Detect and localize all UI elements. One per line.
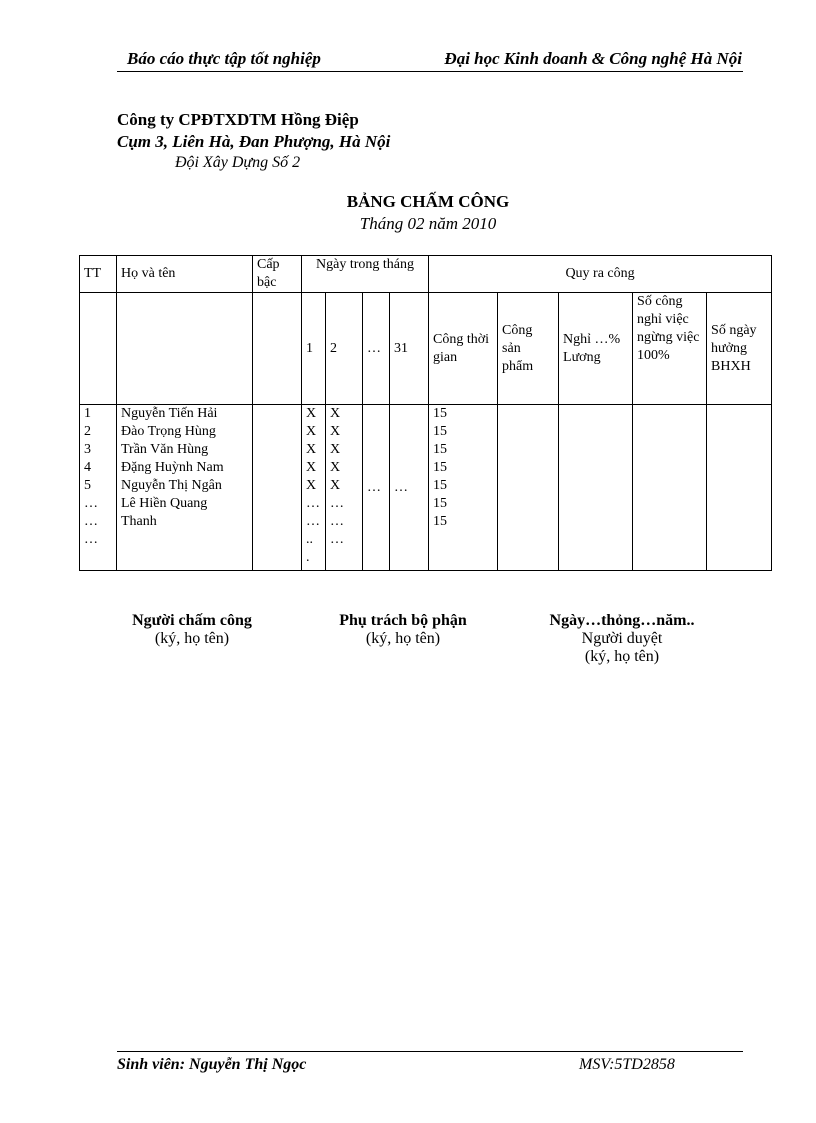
name-cell: Đặng Huỳnh Nam: [121, 460, 224, 475]
header-bhxh-days: Số ngày hưởng BHXH: [707, 293, 772, 405]
header-day-2: 2: [326, 293, 363, 405]
grade-column: [253, 405, 302, 571]
timekeeper-signature: [112, 612, 272, 648]
dept-signature: [318, 612, 488, 648]
header-report-title: Báo cáo thực tập tốt nghiệp: [127, 49, 321, 68]
bhxh-days-column: [707, 405, 772, 571]
time-work-cell: 15: [433, 406, 448, 421]
tt-cell: 1: [84, 406, 91, 421]
header-day-dots: …: [363, 293, 390, 405]
tt-cell: …: [84, 514, 98, 529]
day1-cell: …: [306, 514, 320, 529]
name-column: [117, 405, 253, 571]
timesheet-title: BẢNG CHẤM CÔNG: [346, 192, 510, 211]
day31-column: …: [390, 405, 429, 571]
header-name-blank: [117, 293, 253, 405]
day2-cell: X: [330, 460, 341, 475]
approver-signature: [532, 612, 712, 666]
timekeeper-title: Người chấm công: [132, 612, 252, 629]
approver-title: Người duyệt: [581, 630, 663, 647]
day1-cell: X: [306, 424, 317, 439]
tt-cell: 4: [84, 460, 91, 475]
day2-cell: X: [330, 406, 341, 421]
time-work-cell: 15: [433, 442, 448, 457]
name-cell: Lê Hiền Quang: [121, 496, 208, 511]
dept-title: Phụ trách bộ phận: [339, 612, 467, 629]
company-name: Công ty CPĐTXDTM Hồng Điệp: [117, 110, 359, 129]
header-day-31: 31: [390, 293, 429, 405]
day2-cell: …: [330, 532, 344, 547]
approver-note: (ký, họ tên): [584, 648, 660, 665]
header-leave-pct: Nghỉ …% Lương: [559, 293, 633, 405]
name-cell: Đào Trọng Hùng: [121, 424, 216, 439]
footer-student: Sinh viên: Nguyễn Thị Ngọc: [117, 1056, 307, 1073]
name-cell: Nguyễn Thị Ngân: [121, 478, 222, 493]
time-work-cell: 15: [433, 496, 448, 511]
day2-cell: …: [330, 514, 344, 529]
name-cell: Nguyễn Tiến Hải: [121, 406, 218, 421]
day2-cell: X: [330, 442, 341, 457]
timesheet-month: Tháng 02 năm 2010: [359, 214, 497, 233]
dept-note: (ký, họ tên): [365, 630, 441, 647]
header-day-1: 1: [302, 293, 326, 405]
time-work-cell: 15: [433, 478, 448, 493]
time-work-cell: 15: [433, 424, 448, 439]
tt-cell: 3: [84, 442, 91, 457]
header-stop-work: Số công nghỉ việc ngừng việc 100%: [633, 293, 707, 405]
name-cell: Trần Văn Hùng: [121, 442, 209, 457]
tt-cell: …: [84, 496, 98, 511]
day1-cell: X: [306, 442, 317, 457]
day2-cell: X: [330, 424, 341, 439]
day1-cell: X: [306, 478, 317, 493]
day1-column: [302, 405, 326, 571]
day1-cell: ..: [306, 532, 313, 547]
tt-cell: 2: [84, 424, 91, 439]
day1-cell: X: [306, 460, 317, 475]
header-grade-blank: [253, 293, 302, 405]
company-address: Cụm 3, Liên Hà, Đan Phượng, Hà Nội: [117, 132, 391, 151]
tt-column: [80, 405, 117, 571]
timekeeper-note: (ký, họ tên): [154, 630, 230, 647]
footer-student-id: MSV:5TD2858: [579, 1056, 675, 1073]
stop-work-column: [633, 405, 707, 571]
name-cell: Thanh: [121, 514, 157, 529]
header-grade: Cấp bậc: [253, 256, 302, 293]
date-line: Ngày…thỏng…năm..: [549, 612, 695, 629]
header-time-work: Công thời gian: [429, 293, 498, 405]
header-tt: TT: [80, 256, 117, 293]
header-conversion-group: Quy ra công: [429, 256, 772, 293]
time-work-column: [429, 405, 498, 571]
day1-cell: X: [306, 406, 317, 421]
leave-pct-column: [559, 405, 633, 571]
day2-cell: X: [330, 478, 341, 493]
time-work-cell: 15: [433, 460, 448, 475]
day-dots-column: …: [363, 405, 390, 571]
header-days-group: Ngày trong tháng: [302, 256, 429, 293]
day1-cell: .: [306, 550, 310, 565]
tt-cell: 5: [84, 478, 91, 493]
header-divider: [117, 71, 743, 72]
header-tt-blank: [80, 293, 117, 405]
header-university: Đại học Kinh doanh & Công nghệ Hà Nội: [444, 49, 742, 68]
header-name: Họ và tên: [117, 256, 253, 293]
timesheet-table: [79, 255, 772, 571]
header-product-work: Công sản phẩm: [498, 293, 559, 405]
time-work-cell: 15: [433, 514, 448, 529]
tt-cell: …: [84, 532, 98, 547]
day2-column: [326, 405, 363, 571]
day1-cell: …: [306, 496, 320, 511]
product-work-column: [498, 405, 559, 571]
team-name: Đội Xây Dựng Số 2: [175, 154, 301, 171]
footer-divider: [117, 1051, 743, 1052]
day2-cell: …: [330, 496, 344, 511]
